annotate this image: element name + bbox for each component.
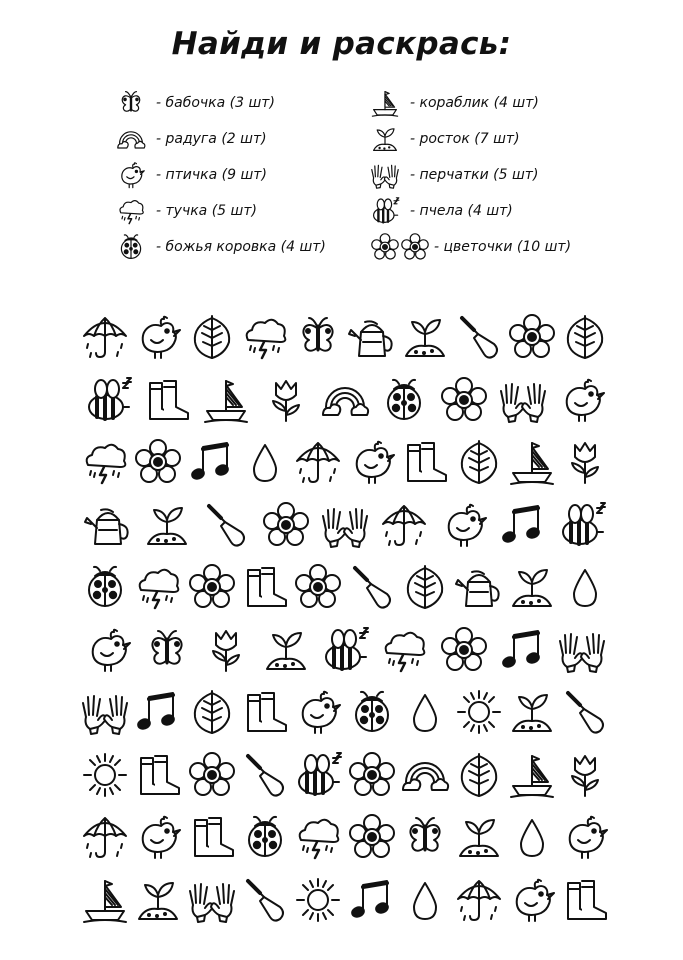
tulip-icon[interactable] xyxy=(201,625,251,675)
boat-icon[interactable] xyxy=(80,875,130,925)
gloves-icon[interactable] xyxy=(557,625,607,675)
sun-icon[interactable] xyxy=(80,750,130,800)
flower-icon[interactable] xyxy=(293,562,343,612)
page-title: Найди и раскрась: xyxy=(171,26,512,62)
ladybug-icon[interactable] xyxy=(347,687,397,737)
cloud-icon[interactable] xyxy=(80,437,130,487)
cloud-icon[interactable] xyxy=(379,625,429,675)
legend-label: - кораблик (4 шт) xyxy=(410,95,539,111)
flower-icon[interactable] xyxy=(187,750,237,800)
note-icon[interactable] xyxy=(133,687,183,737)
bird-icon[interactable] xyxy=(347,437,397,487)
tulip-icon[interactable] xyxy=(560,750,610,800)
boat-icon[interactable] xyxy=(201,375,251,425)
flower-icon[interactable] xyxy=(133,437,183,487)
flower-icon[interactable] xyxy=(439,625,489,675)
boots-icon[interactable] xyxy=(240,562,290,612)
legend-label: - бабочка (3 шт) xyxy=(156,95,275,111)
leaf-icon[interactable] xyxy=(400,562,450,612)
legend-label: - божья коровка (4 шт) xyxy=(156,239,326,255)
flower-icon[interactable] xyxy=(507,312,557,362)
umbrella-icon[interactable] xyxy=(80,812,130,862)
sun-icon[interactable] xyxy=(454,687,504,737)
bird-icon[interactable] xyxy=(133,812,183,862)
drop-icon[interactable] xyxy=(400,875,450,925)
sun-icon[interactable] xyxy=(293,875,343,925)
sprout-icon[interactable] xyxy=(454,812,504,862)
drop-icon[interactable] xyxy=(560,562,610,612)
bird-icon[interactable] xyxy=(133,312,183,362)
bee-icon[interactable] xyxy=(83,375,133,425)
umbrella-icon[interactable] xyxy=(379,500,429,550)
note-icon[interactable] xyxy=(347,875,397,925)
ladybug-icon[interactable] xyxy=(80,562,130,612)
wateringcan-icon[interactable] xyxy=(454,562,504,612)
boots-icon[interactable] xyxy=(142,375,192,425)
legend-label: - птичка (9 шт) xyxy=(156,167,267,183)
note-icon[interactable] xyxy=(498,625,548,675)
cloud-icon[interactable] xyxy=(240,312,290,362)
drop-icon[interactable] xyxy=(240,437,290,487)
wateringcan-icon[interactable] xyxy=(83,500,133,550)
trowel-icon[interactable] xyxy=(240,875,290,925)
gloves-icon[interactable] xyxy=(80,687,130,737)
bird-icon[interactable] xyxy=(560,812,610,862)
wateringcan-icon[interactable] xyxy=(347,312,397,362)
trowel-icon[interactable] xyxy=(240,750,290,800)
ladybug-icon[interactable] xyxy=(240,812,290,862)
flower-icon[interactable] xyxy=(187,562,237,612)
note-icon[interactable] xyxy=(498,500,548,550)
rainbow-icon[interactable] xyxy=(400,750,450,800)
leaf-icon[interactable] xyxy=(454,437,504,487)
rainbow-icon[interactable] xyxy=(320,375,370,425)
trowel-icon[interactable] xyxy=(560,687,610,737)
flower-icon[interactable] xyxy=(347,812,397,862)
bee-icon[interactable] xyxy=(557,500,607,550)
drop-icon[interactable] xyxy=(400,687,450,737)
gloves-icon[interactable] xyxy=(498,375,548,425)
boots-icon[interactable] xyxy=(240,687,290,737)
bird-icon[interactable] xyxy=(507,875,557,925)
sprout-icon[interactable] xyxy=(142,500,192,550)
legend-label: - пчела (4 шт) xyxy=(410,203,513,219)
bee-icon[interactable] xyxy=(320,625,370,675)
boots-icon[interactable] xyxy=(400,437,450,487)
bird-icon[interactable] xyxy=(83,625,133,675)
leaf-icon[interactable] xyxy=(454,750,504,800)
butterfly-icon[interactable] xyxy=(142,625,192,675)
sprout-icon[interactable] xyxy=(261,625,311,675)
tulip-icon[interactable] xyxy=(261,375,311,425)
legend-label: - цветочки (10 шт) xyxy=(434,239,572,255)
flower-icon[interactable] xyxy=(261,500,311,550)
trowel-icon[interactable] xyxy=(454,312,504,362)
ladybug-icon[interactable] xyxy=(379,375,429,425)
tulip-icon[interactable] xyxy=(560,437,610,487)
boat-icon[interactable] xyxy=(507,750,557,800)
boots-icon[interactable] xyxy=(133,750,183,800)
note-icon[interactable] xyxy=(187,437,237,487)
cloud-icon[interactable] xyxy=(293,812,343,862)
cloud-icon[interactable] xyxy=(133,562,183,612)
sprout-icon[interactable] xyxy=(507,562,557,612)
gloves-icon[interactable] xyxy=(187,875,237,925)
boots-icon[interactable] xyxy=(187,812,237,862)
butterfly-icon[interactable] xyxy=(293,312,343,362)
umbrella-icon[interactable] xyxy=(454,875,504,925)
flower-icon[interactable] xyxy=(439,375,489,425)
leaf-icon[interactable] xyxy=(187,687,237,737)
flower-icon[interactable] xyxy=(347,750,397,800)
leaf-icon[interactable] xyxy=(187,312,237,362)
sprout-icon[interactable] xyxy=(400,312,450,362)
gloves-icon[interactable] xyxy=(320,500,370,550)
umbrella-icon[interactable] xyxy=(80,312,130,362)
boat-icon[interactable] xyxy=(507,437,557,487)
boots-icon[interactable] xyxy=(560,875,610,925)
bird-icon[interactable] xyxy=(293,687,343,737)
butterfly-icon[interactable] xyxy=(400,812,450,862)
trowel-icon[interactable] xyxy=(347,562,397,612)
sprout-icon[interactable] xyxy=(133,875,183,925)
legend-label: - перчатки (5 шт) xyxy=(410,167,539,183)
leaf-icon[interactable] xyxy=(560,312,610,362)
drop-icon[interactable] xyxy=(507,812,557,862)
trowel-icon[interactable] xyxy=(201,500,251,550)
umbrella-icon[interactable] xyxy=(293,437,343,487)
legend-label: - радуга (2 шт) xyxy=(156,131,267,147)
legend-label: - тучка (5 шт) xyxy=(156,203,257,219)
bee-icon[interactable] xyxy=(293,750,343,800)
bird-icon[interactable] xyxy=(557,375,607,425)
sprout-icon[interactable] xyxy=(507,687,557,737)
legend-label: - росток (7 шт) xyxy=(410,131,520,147)
bird-icon[interactable] xyxy=(439,500,489,550)
